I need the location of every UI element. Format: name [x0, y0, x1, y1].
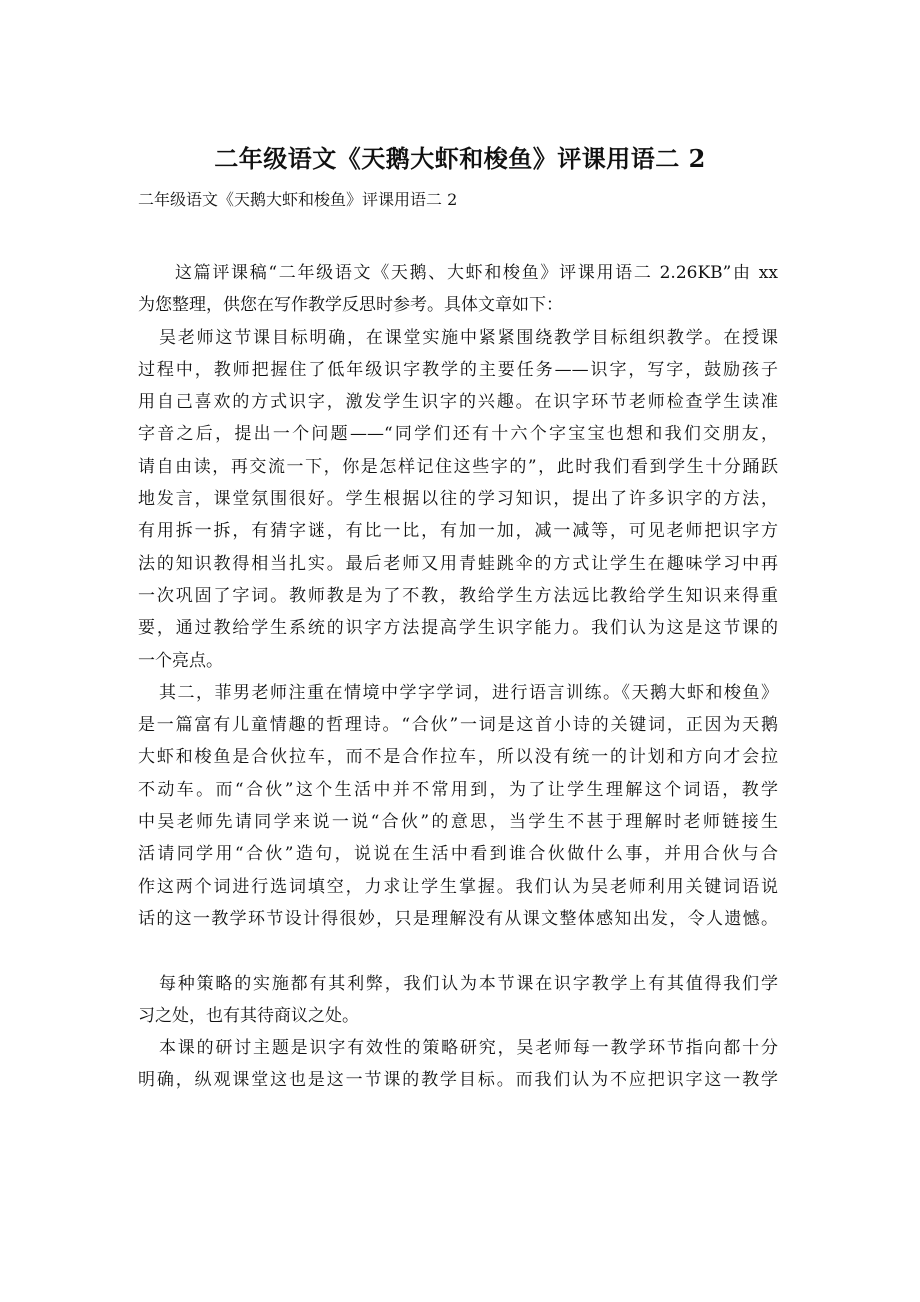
text-line: 为您整理，供您在写作教学反思时参考。具体文章如下：: [138, 295, 563, 316]
text-line: 不动车。而“合伙”这个生活中并不常用到，为了让学生理解这个词语，教学: [138, 779, 778, 800]
text-line: 话的这一教学环节设计得很妙，只是理解没有从课文整体感知出发，令人遗憾。: [138, 908, 778, 929]
text-line: 一次巩固了字词。教师教是为了不教，教给学生方法远比教给学生知识来得重: [138, 585, 778, 606]
paragraph-intro: [138, 257, 778, 322]
paragraph-theme: [138, 1032, 778, 1097]
text-line: 大虾和梭鱼是合伙拉车，而不是合作拉车，所以没有统一的计划和方向才会拉: [138, 747, 778, 768]
text-line: 过程中，教师把握住了低年级识字教学的主要任务——识字，写字，鼓励孩子: [138, 359, 778, 380]
text-line: 一个亮点。: [138, 650, 223, 671]
text-line: 用自己喜欢的方式识字，激发学生识字的兴趣。在识字环节老师检查学生读准: [138, 392, 778, 413]
text-line: 中吴老师先请同学来说一说“合伙”的意思，当学生不甚于理解时老师链接生: [138, 812, 778, 833]
text-line: 是一篇富有儿童情趣的哲理诗。“合伙”一词是这首小诗的关键词，正因为天鹅: [138, 715, 778, 736]
text-line: 字音之后，提出一个问题——“同学们还有十六个字宝宝也想和我们交朋友，: [138, 424, 778, 445]
text-line: 习之处，也有其待商议之处。: [138, 1005, 359, 1026]
text-line: 这篇评课稿“二年级语文《天鹅、大虾和梭鱼》评课用语二 2.26KB”由 xx: [175, 263, 778, 283]
text-line: 法的知识教得相当扎实。最后老师又用青蛙跳伞的方式让学生在趣味学习中再: [138, 553, 778, 574]
document-subtitle: 二年级语文《天鹅大虾和梭鱼》评课用语二 2: [138, 190, 458, 209]
text-line: 本课的研讨主题是识字有效性的策略研究，吴老师每一教学环节指向都十分: [159, 1038, 778, 1059]
document-title: 二年级语文《天鹅大虾和梭鱼》评课用语二 2: [214, 144, 706, 173]
paragraph-second: [138, 677, 778, 935]
text-line: 要，通过教给学生系统的识字方法提高学生识字能力。我们认为这是这节课的: [138, 618, 778, 639]
text-line: 明确，纵观课堂这也是这一节课的教学目标。而我们认为不应把识字这一教学: [138, 1070, 778, 1091]
text-line: 每种策略的实施都有其利弊，我们认为本节课在识字教学上有其值得我们学: [159, 973, 778, 994]
text-line: 其二，菲男老师注重在情境中学字学词，进行语言训练。《天鹅大虾和梭鱼》: [159, 682, 778, 703]
paragraph-strategies: [138, 968, 778, 1033]
paragraph-goals: [138, 322, 778, 677]
text-line: 活请同学用“合伙”造句，说说在生活中看到谁合伙做什么事，并用合伙与合: [138, 844, 778, 865]
text-line: 请自由读，再交流一下，你是怎样记住这些字的”，此时我们看到学生十分踊跃: [138, 456, 778, 477]
text-line: 作这两个词进行选词填空，力求让学生掌握。我们认为吴老师利用关键词语说: [138, 876, 778, 897]
text-line: 吴老师这节课目标明确，在课堂实施中紧紧围绕教学目标组织教学。在授课: [159, 327, 778, 348]
paragraph-spacer: [138, 935, 778, 967]
text-line: 有用拆一拆，有猜字谜，有比一比，有加一加，减一减等，可见老师把识字方: [138, 521, 778, 542]
text-line: 地发言，课堂氛围很好。学生根据以往的学习知识，提出了许多识字的方法，: [138, 489, 778, 510]
document-body: [138, 257, 778, 1097]
